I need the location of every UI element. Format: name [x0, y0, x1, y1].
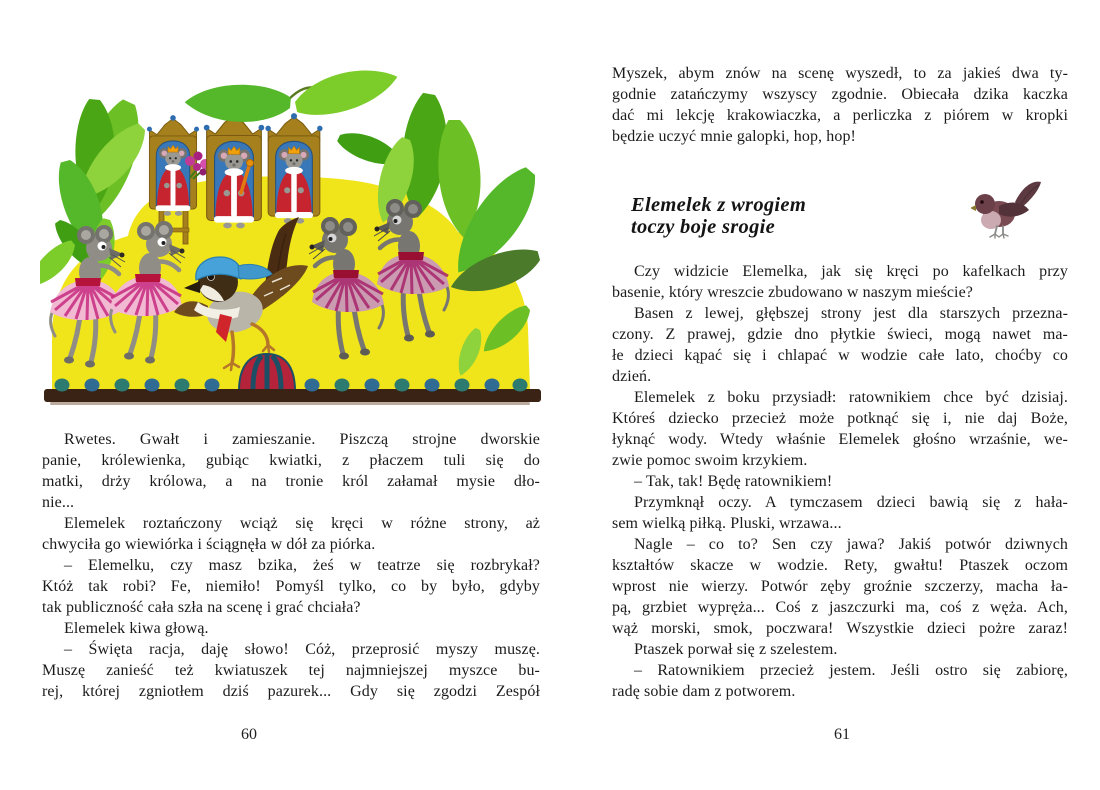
- text-line: wprost nie wierzy. Potwór zęby groźnie szczerzy, macha ła-: [612, 578, 1068, 595]
- text-line: sem wielką piłką. Pluski, wrzawa...: [612, 515, 842, 532]
- text-line: panie, królewienka, gubiąc kwiatki, z płaczem tuli się do: [42, 452, 540, 469]
- paragraph: [612, 303, 1068, 387]
- chapter-heading-line1: Elemelek z wrogiem: [631, 194, 807, 216]
- paragraph: [612, 387, 1068, 471]
- right-page-text-top: [612, 63, 1068, 147]
- text-line: wąż morski, smok, poczwara! Wszystkie dzieci pożre zaraz!: [612, 620, 1068, 637]
- paragraph: [612, 660, 1068, 702]
- stage-theatre-illustration: [40, 60, 545, 420]
- right-page-text-main: [612, 261, 1068, 702]
- left-page-text: [42, 429, 540, 702]
- chapter-heading: [631, 194, 806, 238]
- text-line: łyknąć wody. Wtedy właśnie Elemelek głośno wrzaśnie, we-: [612, 431, 1068, 448]
- text-line: – Święta racja, daję słowo! Cóż, przeprosić myszy muszę.: [64, 641, 540, 658]
- paragraph: [612, 639, 1068, 660]
- text-line: Elemelek kiwa głową.: [64, 620, 209, 637]
- sparrow-vignette-illustration: [971, 180, 1053, 240]
- text-line: – Elemelku, czy masz bzika, żeś w teatrze się rozbrykał?: [64, 557, 540, 574]
- text-line: basenie, który wreszcie zbudowano w naszym mieście?: [612, 284, 973, 301]
- text-line: matki, drży królowa, a na tronie król załamał mysie dło-: [42, 473, 540, 490]
- text-line: Któż tak robi? Fe, niemiło! Pomyśl tylko, co by było, gdyby: [42, 578, 540, 595]
- text-line: zwie pomoc swoim krzykiem.: [612, 452, 808, 469]
- text-line: – Tak, tak! Będę ratownikiem!: [634, 473, 833, 490]
- throne-right: [265, 113, 322, 224]
- paragraph: [612, 471, 1068, 492]
- text-line: nie...: [42, 494, 75, 511]
- paragraph: [612, 492, 1068, 534]
- text-line: dać mi lekcję krakowiaczka, a perliczka z piórem w kropki: [612, 107, 1068, 124]
- text-line: Przymknął oczy. A tymczasem dzieci bawią się z hała-: [634, 494, 1068, 511]
- text-line: Czy widzicie Elemelka, jak się kręci po kafelkach przy: [634, 263, 1068, 280]
- text-line: Myszek, abym znów na scenę wyszedł, to za jakieś dwa ty-: [612, 65, 1068, 82]
- text-line: Któreś dziecko przecież może potknąć się i, nie daj Boże,: [612, 410, 1068, 427]
- paragraph: [42, 513, 540, 555]
- throne-middle: [204, 111, 264, 228]
- page-number-right: 61: [834, 726, 850, 743]
- page-number-left: 60: [241, 726, 257, 743]
- paragraph: [42, 555, 540, 618]
- text-line: tak publiczność cała szła na scenę i grać chciała?: [42, 599, 361, 616]
- text-line: łe dzieci kąpać się i chlapać w wodzie całe lato, choćby co: [612, 347, 1068, 364]
- paragraph: [42, 639, 540, 702]
- text-line: dzień.: [612, 368, 652, 385]
- text-line: Basen z lewej, głębszej strony jest dla starszych przezna-: [634, 305, 1068, 322]
- paragraph: [612, 63, 1068, 147]
- paragraph: [42, 618, 540, 639]
- text-line: Elemelek z boku przysiadł: ratownikiem chce być dzisiaj.: [634, 389, 1068, 406]
- paragraph: [612, 534, 1068, 639]
- paragraph: [42, 429, 540, 513]
- text-line: godnie zatańczymy wszyscy zgodnie. Obiecała dzika kaczka: [612, 86, 1068, 103]
- text-line: radę sobie dam z potworem.: [612, 683, 796, 700]
- text-line: Nagle – co to? Sen czy jawa? Jakiś potwór dziwnych: [634, 536, 1068, 553]
- text-line: będzie uczyć mnie galopki, hop, hop!: [612, 128, 856, 145]
- text-line: – Ratownikiem przecież jestem. Jeśli ostro się zabiorę,: [634, 662, 1068, 679]
- text-line: chwyciła go wiewiórka i ściągnęła w dół za piórka.: [42, 536, 376, 553]
- text-line: kształtów skacze w wodzie. Rety, gwałtu! Ptaszek oczom: [612, 557, 1068, 574]
- text-line: Ptaszek porwał się z szelestem.: [634, 641, 838, 658]
- text-line: pą, grzbiet wypręża... Coś z jaszczurki ma, coś z węża. Ach,: [612, 599, 1068, 616]
- chapter-heading-line2: toczy boje srogie: [631, 216, 776, 238]
- text-line: Elemelek roztańczony wciąż się kręci w różne strony, aż: [64, 515, 540, 532]
- text-line: czony. Z prawej, gdzie dno płytkie świeci, mogą nawet ma-: [612, 326, 1068, 343]
- text-line: Rwetes. Gwałt i zamieszanie. Piszczą strojne dworskie: [64, 431, 540, 448]
- paragraph: [612, 261, 1068, 303]
- text-line: Muszę zanieść też kwiatuszek tej najmniejszej myszce bu-: [42, 662, 540, 679]
- text-line: rej, której zgniotłem dziś pazurek... Gdy się zgodzi Zespół: [42, 683, 540, 700]
